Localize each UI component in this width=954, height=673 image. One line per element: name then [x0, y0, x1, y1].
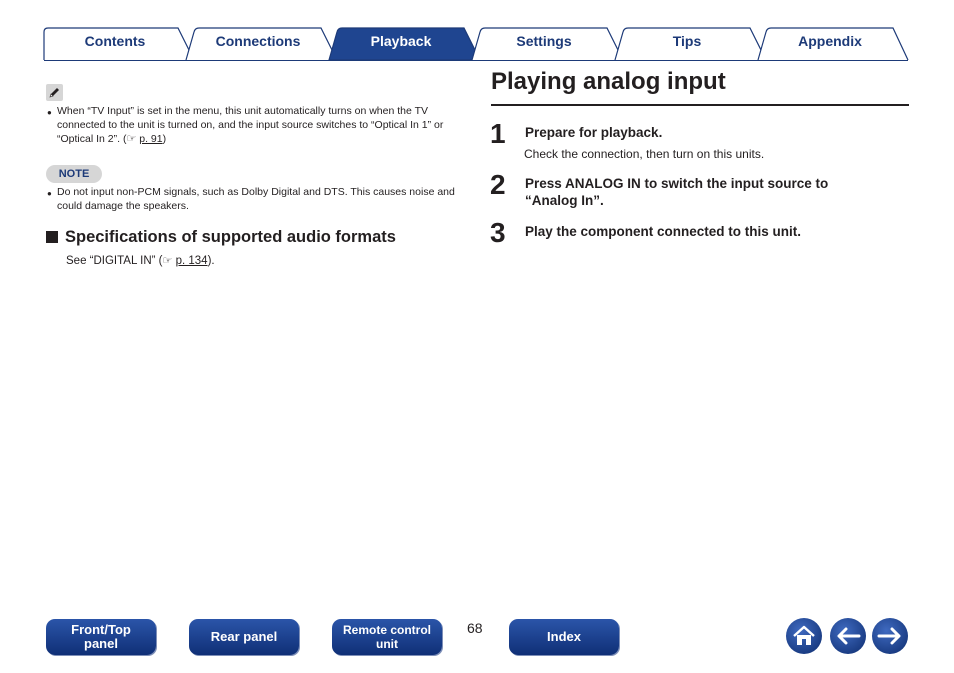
spec-page-link[interactable]: p. 134	[175, 255, 208, 267]
button-label: Index	[547, 629, 581, 644]
tab-playback[interactable]: Playback	[370, 33, 432, 49]
bullet-dot: ●	[47, 189, 52, 198]
bullet-dot: ●	[47, 108, 52, 117]
note-text: Do not input non-PCM signals, such as Dolby Digital and DTS. This causes noise and could damage the speakers.	[57, 186, 455, 212]
tab-contents[interactable]: Contents	[84, 33, 146, 49]
title-divider	[491, 104, 909, 106]
tab-bar	[0, 0, 954, 64]
pointing-hand-icon: ☞	[126, 133, 137, 145]
spec-see-suffix: ).	[207, 255, 215, 267]
section-square-icon	[46, 231, 58, 243]
front-top-panel-button[interactable]	[46, 619, 156, 655]
rear-panel-button[interactable]	[189, 619, 299, 655]
tab-appendix[interactable]: Appendix	[798, 33, 862, 49]
memo-bullet-text: When “TV Input” is set in the menu, this unit automatically turns on when the TV connected to the unit is turned on, and the input source switches to “Optical In 1” or “Optical In 2”.	[57, 105, 444, 145]
section-heading	[46, 228, 396, 247]
page-title: Playing analog input	[491, 68, 726, 95]
step-number: 2	[490, 169, 506, 200]
note-badge: NOTE	[46, 165, 102, 183]
step-text: Prepare for playback.	[525, 125, 663, 140]
spec-see-prefix: See “DIGITAL IN” (	[66, 255, 163, 267]
pencil-memo-icon	[46, 84, 63, 101]
tab-connections[interactable]: Connections	[215, 33, 301, 49]
section-heading-text: Specifications of supported audio formats	[65, 228, 396, 246]
memo-text: When “TV Input” is set in the menu, this unit automatically turns on when the TV connected to the unit is turned on, and the input source switches to “Optical In 1” or “Optical In 2”. (☞ p. 91)	[57, 105, 444, 145]
pointing-hand-icon: ☞	[162, 255, 173, 267]
button-label: Remote control unit	[342, 623, 431, 651]
step-number: 3	[490, 217, 506, 248]
button-label: Front/Top panel	[71, 622, 131, 651]
step-text: Press ANALOG IN to switch the input source to “Analog In”.	[525, 176, 829, 208]
back-arrow-icon[interactable]	[830, 618, 866, 654]
button-label: Rear panel	[210, 629, 278, 644]
page-number: 68	[467, 620, 483, 636]
home-icon[interactable]	[786, 618, 822, 654]
step-text: Play the component connected to this unit.	[525, 224, 802, 239]
remote-control-unit-button[interactable]	[332, 619, 442, 655]
tab-settings[interactable]: Settings	[516, 33, 572, 49]
memo-page-link[interactable]: p. 91	[139, 133, 163, 145]
index-button[interactable]	[509, 619, 619, 655]
spec-see-line	[66, 254, 215, 267]
step-number: 1	[490, 118, 506, 149]
step-subtext: Check the connection, then turn on this units.	[524, 147, 765, 161]
tab-tips[interactable]: Tips	[672, 33, 702, 49]
forward-arrow-icon[interactable]	[872, 618, 908, 654]
